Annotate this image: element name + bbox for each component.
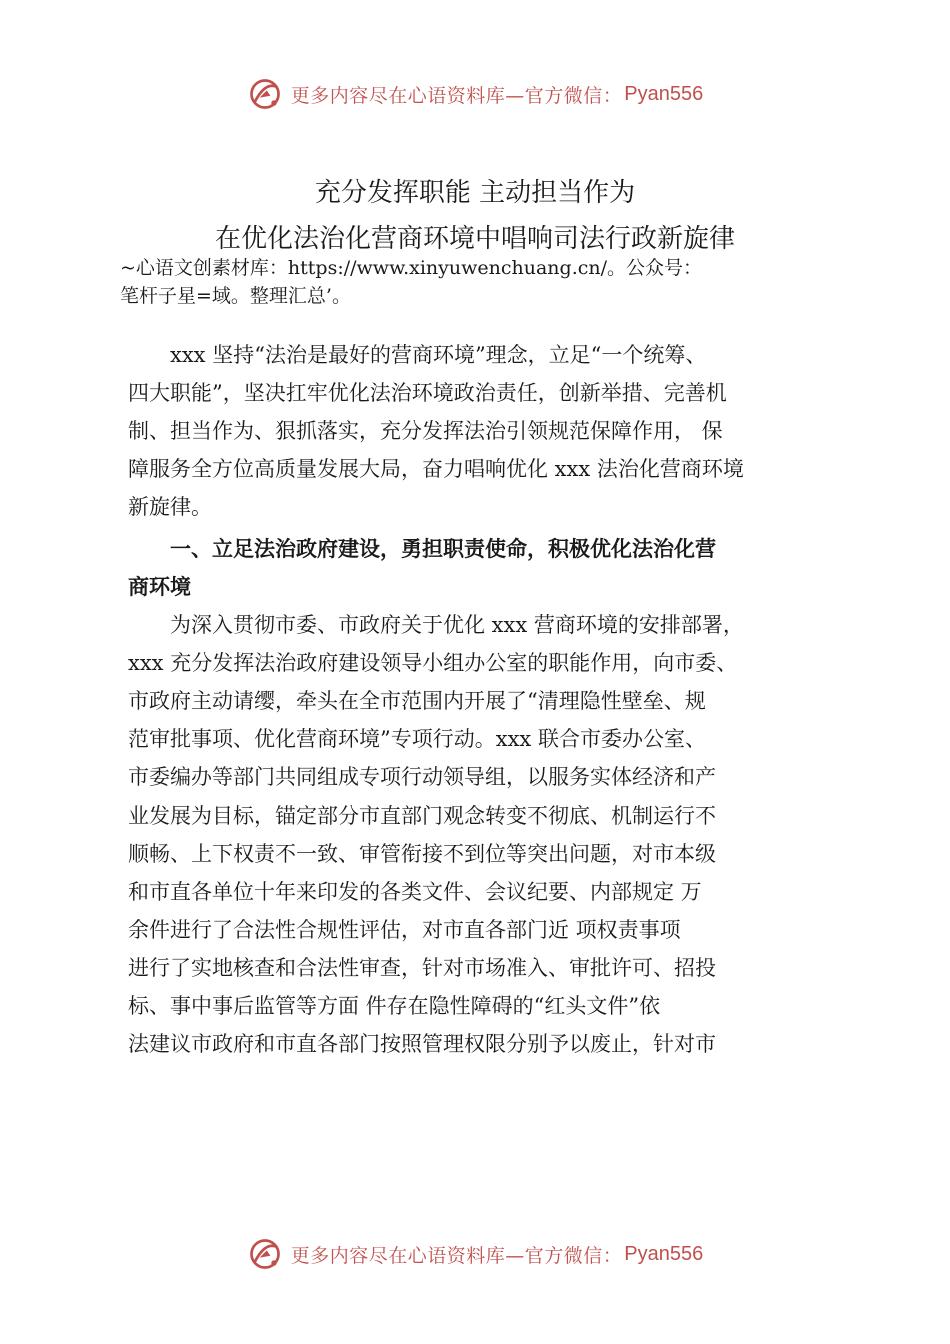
text-line: 法建议市政府和市直各部门按照管理权限分别予以废止，针对市: [128, 1032, 716, 1057]
watermark-text: 更多内容尽在心语资料库—官方微信：: [290, 1244, 623, 1267]
text-line: 制、担当作为、狠抓落实，充分发挥法治引领规范保障作用， 保: [128, 419, 723, 444]
text-line: xxx 充分发挥法治政府建设领导小组办公室的职能作用，向市委、: [128, 651, 738, 676]
source-note-line1: ~心语文创素材库：https://www.xinyuwenchuang.cn/。公众号：: [120, 257, 703, 279]
heading-line: 一、立足法治政府建设，勇担职责使命，积极优化法治化营: [128, 537, 716, 561]
text-line: xxx 坚持“法治是最好的营商环境”理念，立足“一个统筹、: [128, 343, 707, 368]
watermark-wechat-id: Pyan556: [624, 1242, 704, 1265]
seal-logo-icon: [247, 1236, 283, 1272]
source-note: [120, 254, 880, 310]
text-line: 业发展为目标，锚定部分市直部门观念转变不彻底、机制运行不: [128, 803, 716, 828]
watermark-text: 更多内容尽在心语资料库—官方微信：: [290, 84, 623, 107]
source-note-line2: 笔杆子星=域。整理汇总’。: [120, 285, 351, 307]
watermark-banner-top: [0, 72, 950, 116]
text-line: 四大职能”，坚决扛牢优化法治环境政治责任，创新举措、完善机: [128, 381, 727, 406]
text-line: 新旋律。: [128, 495, 212, 520]
seal-logo-icon: [247, 76, 283, 112]
text-line: 为深入贯彻市委、市政府关于优化 xxx 营商环境的安排部署，: [128, 613, 744, 638]
section-heading-1: [128, 530, 850, 606]
text-line: 市委编办等部门共同组成专项行动领导组，以服务实体经济和产: [128, 765, 716, 790]
body-paragraph: [128, 606, 850, 1063]
text-line: 余件进行了合法性合规性评估，对市直各部门近 项权责事项: [128, 917, 681, 942]
watermark-banner-bottom: [0, 1232, 950, 1276]
text-line: 和市直各单位十年来印发的各类文件、会议纪要、内部规定 万: [128, 879, 702, 904]
document-title-line1: 充分发挥职能 主动担当作为: [314, 178, 636, 208]
intro-paragraph: [128, 336, 850, 526]
text-line: 障服务全方位高质量发展大局，奋力唱响优化 xxx 法治化营商环境: [128, 457, 744, 482]
text-line: 范审批事项、优化营商环境”专项行动。xxx 联合市委办公室、: [128, 727, 706, 752]
watermark-wechat-id: Pyan556: [624, 82, 704, 105]
heading-line: 商环境: [128, 575, 191, 599]
text-line: 标、事中事后监管等方面 件存在隐性障碍的“红头文件”依: [128, 993, 661, 1018]
document-title-line2: 在优化法治化营商环境中唱响司法行政新旋律: [214, 224, 735, 254]
text-line: 进行了实地核查和合法性审查，针对市场准入、审批许可、招投: [128, 955, 716, 980]
text-line: 市政府主动请缨，牵头在全市范围内开展了“清理隐性壁垒、规: [128, 689, 706, 714]
text-line: 顺畅、上下权责不一致、审管衔接不到位等突出问题，对市本级: [128, 841, 716, 866]
